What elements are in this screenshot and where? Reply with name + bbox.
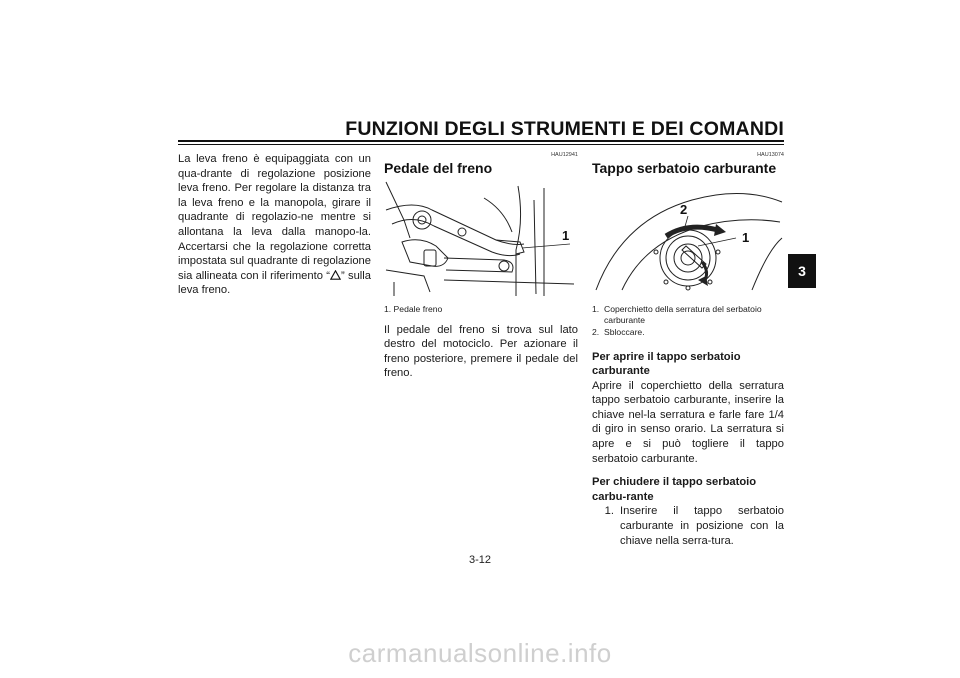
open-cap-paragraph: Aprire il coperchietto della serratura tappo serbatoio carburante, inserire la chiave nel-la serratura e farle fare 1/4 di giro in senso orario. La serratura si apre e si può togliere il tappo serbatoio carburante.: [592, 379, 784, 465]
caption-number-2: 2.: [592, 327, 600, 337]
figure-caption: 1. Pedale freno: [384, 304, 443, 314]
watermark: carmanualsonline.info: [348, 638, 612, 668]
section-title-fuel-cap: Tappo serbatoio carburante: [592, 160, 777, 176]
header-rule-thin: [178, 144, 784, 145]
page-number: 3-12: [468, 554, 492, 566]
figure-label-2: 2: [680, 202, 688, 217]
header-rule: [178, 140, 784, 142]
triangle-mark-icon: [330, 270, 341, 280]
list-item: [592, 504, 784, 548]
figure-label-1: 1: [742, 230, 750, 245]
brake-lever-paragraph: [178, 152, 371, 298]
list-item-number: 1.: [604, 505, 614, 518]
fuel-cap-figure: [592, 180, 784, 298]
figure-caption-1: [592, 304, 784, 325]
caption-text-1a: Coperchietto della serratura del serbatoio: [604, 304, 762, 314]
caption-text-1b: carburante: [604, 314, 646, 325]
fuel-cap-illustration: [592, 180, 784, 298]
list-item-text: Inserire il tappo serbatoio carburante in posizione con la chiave nella serra-tura.: [620, 505, 784, 547]
chapter-tab: 3: [788, 254, 816, 288]
page-title: FUNZIONI DEGLI STRUMENTI E DEI COMANDI: [345, 118, 784, 140]
caption-number-1: 1.: [592, 304, 600, 314]
section-code: HAU13074: [757, 152, 784, 158]
brake-lever-text-after: ” sulla leva freno.: [178, 269, 372, 297]
section-code: HAU12941: [551, 152, 578, 158]
brake-pedal-figure: [384, 180, 578, 298]
brake-pedal-illustration: [384, 180, 578, 298]
column-3: [592, 152, 784, 548]
figure-caption-2: [592, 327, 784, 338]
brake-lever-text-before: La leva freno è equipaggiata con un qua-drante di regolazione posizione leva freno. Per regolare la distanza tra la leva freno e la manopola, girare il quadrante di regolazio-ne mentre si allontana la leva dalla manopo-la. Accertarsi che la regolazione corretta impostata sul quadrante di regolazione sia allineata con il riferimento “: [178, 153, 371, 282]
column-1: [178, 152, 371, 298]
section-title-brake-pedal: Pedale del freno: [384, 160, 493, 176]
subheading-close-cap: Per chiudere il tappo serbatoio carbu-rante: [592, 476, 757, 503]
brake-pedal-paragraph: Il pedale del freno si trova sul lato destro del motociclo. Per azionare il freno posteriore, premere il pedale del freno.: [384, 323, 578, 380]
column-2: [384, 152, 578, 381]
figure-label-1: 1: [562, 228, 570, 243]
caption-text-2: Sbloccare.: [604, 327, 645, 337]
subheading-open-cap: Per aprire il tappo serbatoio carburante: [592, 350, 741, 378]
